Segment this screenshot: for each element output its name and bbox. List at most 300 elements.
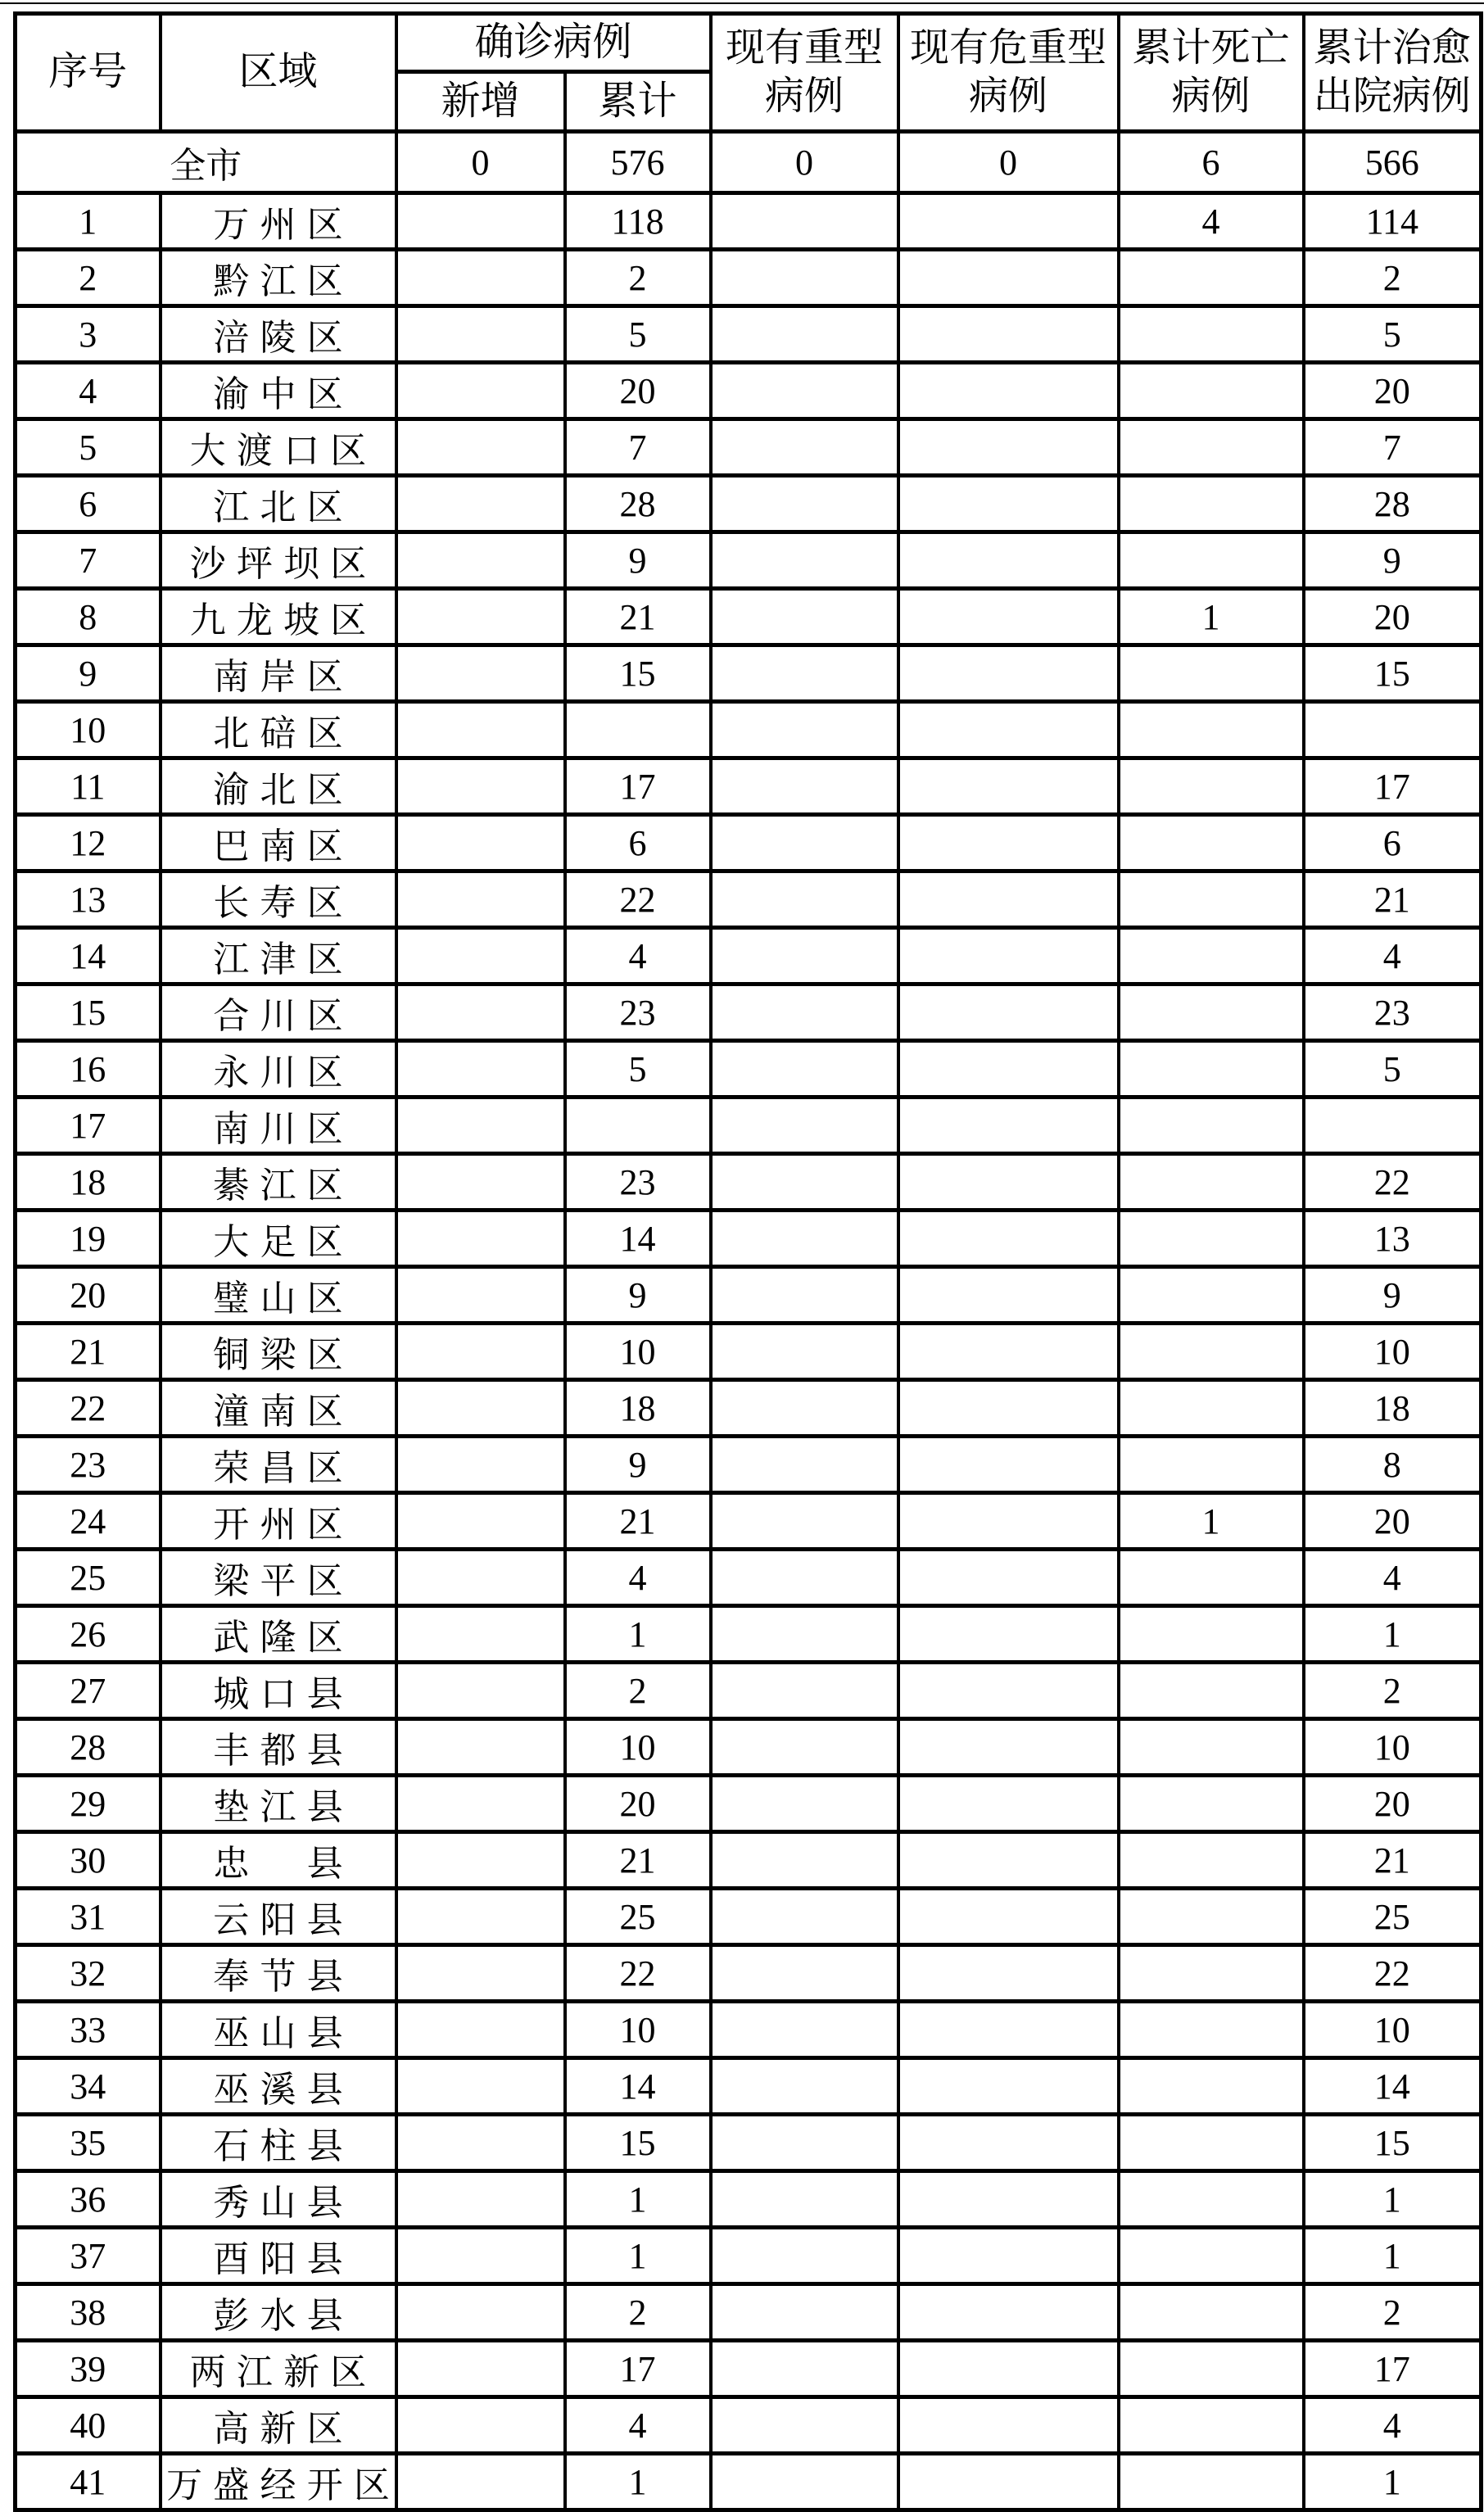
cell-severe [711,1211,898,1267]
table-row [16,1663,1482,1719]
cell-deaths [1119,1889,1304,1945]
cell-no: 32 [16,1945,161,2002]
cell-new [396,2228,565,2284]
cell-severe [711,702,898,758]
cell-cumulative: 20 [565,363,711,419]
table-row [16,702,1482,758]
cell-no: 27 [16,1663,161,1719]
cell-region [161,1437,396,1493]
cell-severe [711,1267,898,1324]
cell-region [161,363,396,419]
cell-new [396,193,565,250]
cell-region [161,2058,396,2115]
cell-critical [898,419,1119,476]
table-row [16,193,1482,250]
region-name: 云阳县 [213,1900,354,1940]
header-deaths [1119,14,1304,132]
cell-no: 24 [16,1493,161,1550]
region-name: 涪陵区 [213,318,354,358]
cell-new [396,984,565,1041]
cell-region [161,1663,396,1719]
cell-deaths [1119,1154,1304,1211]
region-name: 武隆区 [213,1618,354,1658]
cell-cured: 20 [1304,1493,1482,1550]
cell-cured: 9 [1304,532,1482,589]
cell-no: 3 [16,306,161,363]
cell-cured: 9 [1304,1267,1482,1324]
table-row [16,2002,1482,2058]
region-name: 开州区 [213,1505,354,1545]
cell-severe [711,1719,898,1776]
region-name: 万盛经开区 [166,2465,401,2505]
cell-cured: 114 [1304,193,1482,250]
cell-cumulative: 9 [565,1437,711,1493]
cell-cured: 28 [1304,476,1482,532]
cell-cured: 15 [1304,2115,1482,2171]
cell-new [396,1945,565,2002]
cell-cured: 17 [1304,758,1482,815]
cell-region [161,2341,396,2397]
cell-severe [711,1663,898,1719]
cell-critical [898,2115,1119,2171]
cell-deaths [1119,2397,1304,2454]
cell-severe [711,871,898,928]
cell-no: 20 [16,1267,161,1324]
cell-new [396,1267,565,1324]
cell-region [161,250,396,306]
page-top-rule [0,2,1484,4]
cell-region [161,589,396,645]
cell-critical [898,2002,1119,2058]
cell-new [396,815,565,871]
cell-deaths: 1 [1119,1493,1304,1550]
cell-critical [898,2058,1119,2115]
cell-cumulative [565,702,711,758]
cell-cured: 2 [1304,250,1482,306]
cell-no: 11 [16,758,161,815]
cell-severe [711,645,898,702]
cell-cumulative: 17 [565,2341,711,2397]
table-row [16,306,1482,363]
cell-severe [711,193,898,250]
cell-region [161,1041,396,1098]
cell-new [396,419,565,476]
cell-cured: 21 [1304,1832,1482,1889]
region-name: 江北区 [213,487,354,527]
cell-cumulative: 2 [565,250,711,306]
cell-deaths [1119,250,1304,306]
cell-cured: 4 [1304,2397,1482,2454]
table-row [16,1437,1482,1493]
table-row [16,1719,1482,1776]
cell-region [161,1776,396,1832]
cell-deaths [1119,2171,1304,2228]
cell-new [396,2341,565,2397]
cell-cumulative: 21 [565,1493,711,1550]
cell-region [161,2397,396,2454]
cell-deaths [1119,476,1304,532]
cell-cured: 20 [1304,363,1482,419]
region-name: 大渡口区 [189,431,378,471]
summary-critical: 0 [898,132,1119,193]
cell-severe [711,2341,898,2397]
cell-cured: 23 [1304,984,1482,1041]
cell-no: 10 [16,702,161,758]
cell-severe [711,532,898,589]
cell-severe [711,589,898,645]
region-name: 大足区 [213,1222,354,1262]
table-row [16,1550,1482,1606]
summary-cumulative: 576 [565,132,711,193]
region-name: 合川区 [213,996,354,1036]
cell-region [161,1211,396,1267]
cell-region [161,984,396,1041]
cell-no: 12 [16,815,161,871]
cell-cumulative: 23 [565,984,711,1041]
header-no: 序号 [16,14,161,132]
cell-critical [898,1719,1119,1776]
cell-critical [898,1606,1119,1663]
cell-no: 4 [16,363,161,419]
cell-cumulative: 28 [565,476,711,532]
cell-new [396,250,565,306]
region-name: 黔江区 [213,261,354,301]
cell-region [161,1098,396,1154]
cell-cured: 21 [1304,871,1482,928]
cell-no: 41 [16,2454,161,2510]
header-critical-line1: 现有危重型 [910,25,1107,70]
cell-region [161,928,396,984]
cell-new [396,2397,565,2454]
cell-new [396,1211,565,1267]
cell-deaths [1119,928,1304,984]
summary-severe: 0 [711,132,898,193]
cell-new [396,2284,565,2341]
cell-deaths [1119,363,1304,419]
cell-severe [711,1041,898,1098]
cell-cured: 15 [1304,645,1482,702]
header-critical-line2: 病例 [969,74,1048,118]
cell-critical [898,2171,1119,2228]
cell-region [161,758,396,815]
cell-region [161,702,396,758]
cell-deaths [1119,2115,1304,2171]
region-name: 北碚区 [213,713,354,754]
region-name: 忠 县 [213,1844,354,1884]
cell-severe [711,2284,898,2341]
cell-no: 6 [16,476,161,532]
cell-cured: 10 [1304,2002,1482,2058]
cell-no: 21 [16,1324,161,1380]
cell-deaths [1119,1098,1304,1154]
cell-no: 8 [16,589,161,645]
table-row [16,1889,1482,1945]
cell-no: 13 [16,871,161,928]
cell-severe [711,1380,898,1437]
header-cured-line2: 出院病例 [1313,74,1471,118]
cell-new [396,1889,565,1945]
cell-critical [898,1041,1119,1098]
cell-severe [711,363,898,419]
cell-severe [711,2397,898,2454]
cell-cured: 1 [1304,2454,1482,2510]
region-name: 梁平区 [213,1561,354,1601]
cell-new [396,2115,565,2171]
cell-cumulative: 6 [565,815,711,871]
cell-new [396,1606,565,1663]
region-name: 綦江区 [213,1165,354,1206]
cell-no: 40 [16,2397,161,2454]
header-cured-line1: 累计治愈 [1313,25,1471,70]
cell-severe [711,476,898,532]
cell-no: 5 [16,419,161,476]
cell-region [161,2115,396,2171]
summary-new: 0 [396,132,565,193]
cell-cured [1304,1098,1482,1154]
cell-cumulative: 118 [565,193,711,250]
cell-cumulative: 21 [565,1832,711,1889]
cell-cumulative: 1 [565,2454,711,2510]
table-row [16,2397,1482,2454]
region-name: 彭水县 [213,2296,354,2336]
covid-region-table [13,11,1483,2512]
table-row [16,476,1482,532]
cell-critical [898,2397,1119,2454]
cell-region [161,1324,396,1380]
cell-severe [711,1889,898,1945]
cell-cured: 22 [1304,1945,1482,2002]
cell-critical [898,702,1119,758]
cell-no: 14 [16,928,161,984]
cell-region [161,2228,396,2284]
cell-critical [898,476,1119,532]
cell-new [396,1663,565,1719]
cell-severe [711,815,898,871]
cell-deaths [1119,984,1304,1041]
cell-no: 28 [16,1719,161,1776]
region-name: 潼南区 [213,1392,354,1432]
region-name: 石柱县 [213,2126,354,2166]
cell-new [396,928,565,984]
table-row [16,984,1482,1041]
table-row [16,871,1482,928]
region-name: 渝中区 [213,374,354,414]
region-name: 江津区 [213,939,354,980]
table-row [16,2228,1482,2284]
cell-new [396,1550,565,1606]
cell-critical [898,2228,1119,2284]
cell-cured: 22 [1304,1154,1482,1211]
cell-region [161,1267,396,1324]
cell-no: 36 [16,2171,161,2228]
cell-critical [898,1211,1119,1267]
cell-cured: 5 [1304,1041,1482,1098]
summary-deaths: 6 [1119,132,1304,193]
cell-severe [711,1493,898,1550]
cell-severe [711,2058,898,2115]
cell-critical [898,1493,1119,1550]
cell-cumulative: 9 [565,1267,711,1324]
table-row [16,419,1482,476]
region-name: 九龙坡区 [189,600,378,640]
cell-critical [898,1380,1119,1437]
table-row [16,2284,1482,2341]
cell-deaths [1119,1776,1304,1832]
cell-cumulative: 10 [565,2002,711,2058]
region-name: 南岸区 [213,657,354,697]
cell-deaths: 1 [1119,589,1304,645]
cell-cumulative: 10 [565,1324,711,1380]
region-name: 巫山县 [213,2013,354,2053]
cell-deaths [1119,1267,1304,1324]
cell-new [396,532,565,589]
table-row [16,1324,1482,1380]
cell-region [161,1889,396,1945]
summary-region-cell: 全市 [16,132,396,193]
cell-severe [711,1324,898,1380]
cell-no: 33 [16,2002,161,2058]
cell-cured: 5 [1304,306,1482,363]
region-name: 垫江县 [213,1787,354,1827]
cell-severe [711,1945,898,2002]
cell-region [161,1945,396,2002]
cell-cured: 1 [1304,1606,1482,1663]
table-row [16,2171,1482,2228]
cell-critical [898,984,1119,1041]
cell-severe [711,2228,898,2284]
cell-new [396,1832,565,1889]
cell-deaths: 4 [1119,193,1304,250]
cell-cured: 1 [1304,2228,1482,2284]
table-row [16,2115,1482,2171]
cell-region [161,1719,396,1776]
cell-cumulative: 14 [565,2058,711,2115]
cell-region [161,1832,396,1889]
cell-cured: 6 [1304,815,1482,871]
cell-no: 17 [16,1098,161,1154]
header-new: 新增 [396,72,565,132]
cell-no: 15 [16,984,161,1041]
cell-cumulative: 18 [565,1380,711,1437]
table-row [16,1098,1482,1154]
table-row [16,532,1482,589]
cell-cured: 1 [1304,2171,1482,2228]
cell-deaths [1119,2341,1304,2397]
cell-critical [898,2284,1119,2341]
cell-new [396,1098,565,1154]
cell-cumulative: 1 [565,2171,711,2228]
header-severe-line1: 现有重型 [726,25,884,70]
cell-cured: 8 [1304,1437,1482,1493]
header-cumulative: 累计 [565,72,711,132]
cell-cured: 14 [1304,2058,1482,2115]
cell-new [396,1493,565,1550]
table-row [16,250,1482,306]
cell-critical [898,1889,1119,1945]
cell-no: 7 [16,532,161,589]
cell-deaths [1119,1211,1304,1267]
region-name: 奉节县 [213,1957,354,1997]
cell-deaths [1119,1550,1304,1606]
cell-no: 23 [16,1437,161,1493]
table-row [16,1493,1482,1550]
cell-deaths [1119,1324,1304,1380]
cell-cumulative: 2 [565,1663,711,1719]
region-name: 渝北区 [213,770,354,810]
cell-new [396,1154,565,1211]
cell-new [396,871,565,928]
cell-new [396,758,565,815]
cell-cumulative: 4 [565,928,711,984]
cell-critical [898,1324,1119,1380]
cell-cumulative: 4 [565,1550,711,1606]
cell-region [161,1606,396,1663]
cell-region [161,2171,396,2228]
cell-critical [898,1437,1119,1493]
cell-new [396,1719,565,1776]
cell-region [161,306,396,363]
cell-deaths [1119,306,1304,363]
cell-critical [898,2454,1119,2510]
summary-row [16,132,1482,193]
cell-severe [711,928,898,984]
district-rows [16,193,1482,2510]
table-row [16,1606,1482,1663]
cell-new [396,1041,565,1098]
cell-deaths [1119,702,1304,758]
cell-new [396,702,565,758]
cell-no: 22 [16,1380,161,1437]
cell-severe [711,758,898,815]
cell-new [396,1437,565,1493]
cell-cumulative: 7 [565,419,711,476]
cell-critical [898,1098,1119,1154]
region-name: 铜梁区 [213,1335,354,1375]
cell-no: 16 [16,1041,161,1098]
cell-deaths [1119,2058,1304,2115]
header-confirmed-group: 确诊病例 [396,14,711,72]
header-deaths-line1: 累计死亡 [1132,25,1290,70]
table-row [16,589,1482,645]
cell-region [161,419,396,476]
cell-severe [711,250,898,306]
cell-deaths [1119,2284,1304,2341]
table-row [16,928,1482,984]
cell-critical [898,2341,1119,2397]
cell-cured: 17 [1304,2341,1482,2397]
cell-cured: 20 [1304,1776,1482,1832]
cell-critical [898,815,1119,871]
cell-deaths [1119,1663,1304,1719]
table-row [16,363,1482,419]
cell-critical [898,532,1119,589]
cell-severe [711,306,898,363]
cell-cured: 7 [1304,419,1482,476]
cell-critical [898,1776,1119,1832]
cell-cumulative: 2 [565,2284,711,2341]
table-row [16,1154,1482,1211]
region-name: 南川区 [213,1109,354,1149]
cell-severe [711,1437,898,1493]
cell-no: 34 [16,2058,161,2115]
table-row [16,1776,1482,1832]
region-name: 永川区 [213,1052,354,1093]
table-row [16,1832,1482,1889]
cell-no: 29 [16,1776,161,1832]
cell-critical [898,645,1119,702]
cell-severe [711,1098,898,1154]
header-row-1 [16,14,1482,72]
